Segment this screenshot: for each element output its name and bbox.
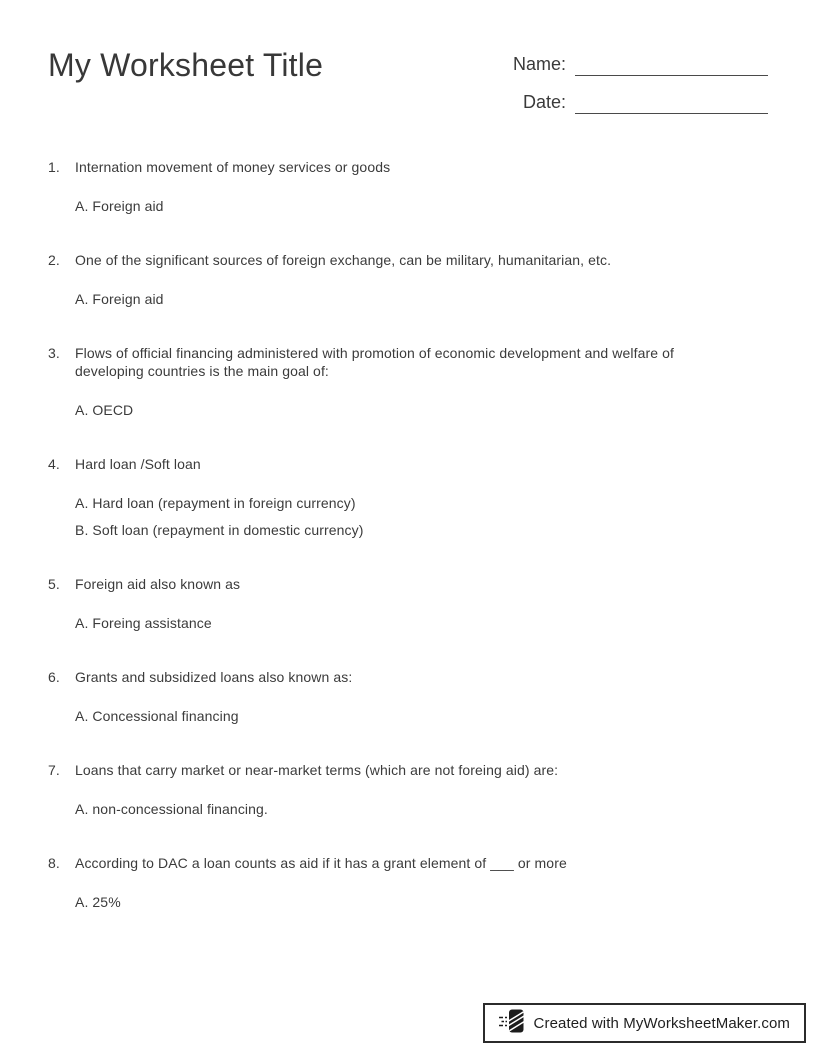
question-body <box>75 575 768 633</box>
question-text: Grants and subsidized loans also known as: <box>75 669 353 685</box>
answer-text: B. Soft loan (repayment in domestic currency) <box>75 522 364 538</box>
question-item <box>48 761 768 819</box>
question-item <box>48 455 768 540</box>
date-field-row <box>508 86 768 114</box>
answer-list <box>75 290 768 309</box>
answer-list <box>75 401 768 420</box>
question-number: 2. <box>48 252 60 268</box>
question-number: 1. <box>48 159 60 175</box>
question-list <box>48 158 768 912</box>
question-number: 7. <box>48 762 60 778</box>
date-blank-line <box>575 87 768 114</box>
question-body <box>75 854 768 912</box>
answer-text: A. Hard loan (repayment in foreign currency) <box>75 495 356 511</box>
question-item <box>48 158 768 216</box>
question-item <box>48 854 768 912</box>
question-text: According to DAC a loan counts as aid if it has a grant element of ___ or more <box>75 855 567 871</box>
question-text: One of the significant sources of foreign exchange, can be military, humanitarian, etc. <box>75 252 612 268</box>
name-field-row <box>508 48 768 76</box>
answer-list <box>75 893 768 912</box>
question-item <box>48 575 768 633</box>
answer-list <box>75 197 768 216</box>
question-body <box>75 344 768 420</box>
answer-list <box>75 707 768 726</box>
answer-text: A. Foreing assistance <box>75 615 212 631</box>
answer-list <box>75 494 768 540</box>
question-item <box>48 344 768 420</box>
answer-text: A. Foreign aid <box>75 291 164 307</box>
question-text: Hard loan /Soft loan <box>75 456 201 472</box>
created-with-badge[interactable] <box>483 1003 806 1043</box>
question-number: 8. <box>48 855 60 871</box>
question-body <box>75 251 768 309</box>
question-number: 6. <box>48 669 60 685</box>
answer-text: A. OECD <box>75 402 134 418</box>
question-text: Foreign aid also known as <box>75 576 241 592</box>
answer-text: A. Foreign aid <box>75 198 164 214</box>
answer-list <box>75 614 768 633</box>
question-number: 5. <box>48 576 60 592</box>
question-body <box>75 668 768 726</box>
answer-text: A. non-concessional financing. <box>75 801 268 817</box>
page-title: My Worksheet Title <box>48 47 324 83</box>
answer-text: A. Concessional financing <box>75 708 239 724</box>
page-header <box>0 0 816 124</box>
question-text: Internation movement of money services or goods <box>75 159 391 175</box>
question-number: 4. <box>48 456 60 472</box>
date-label: Date: <box>522 92 566 112</box>
question-text: Flows of official financing administered with promotion of economic development and welfare of developing countries is the main goal of: <box>75 345 675 379</box>
question-number: 3. <box>48 345 60 361</box>
name-blank-line <box>575 49 768 76</box>
question-body <box>75 455 768 540</box>
answer-list <box>75 800 768 819</box>
question-item <box>48 668 768 726</box>
name-label: Name: <box>512 54 566 74</box>
answer-text: A. 25% <box>75 894 121 910</box>
question-item <box>48 251 768 309</box>
name-date-fields <box>508 48 768 124</box>
worksheet-maker-logo-icon <box>499 1008 525 1038</box>
badge-text: Created with MyWorksheetMaker.com <box>533 1014 790 1032</box>
question-body <box>75 158 768 216</box>
question-text: Loans that carry market or near-market terms (which are not foreing aid) are: <box>75 762 559 778</box>
question-body <box>75 761 768 819</box>
